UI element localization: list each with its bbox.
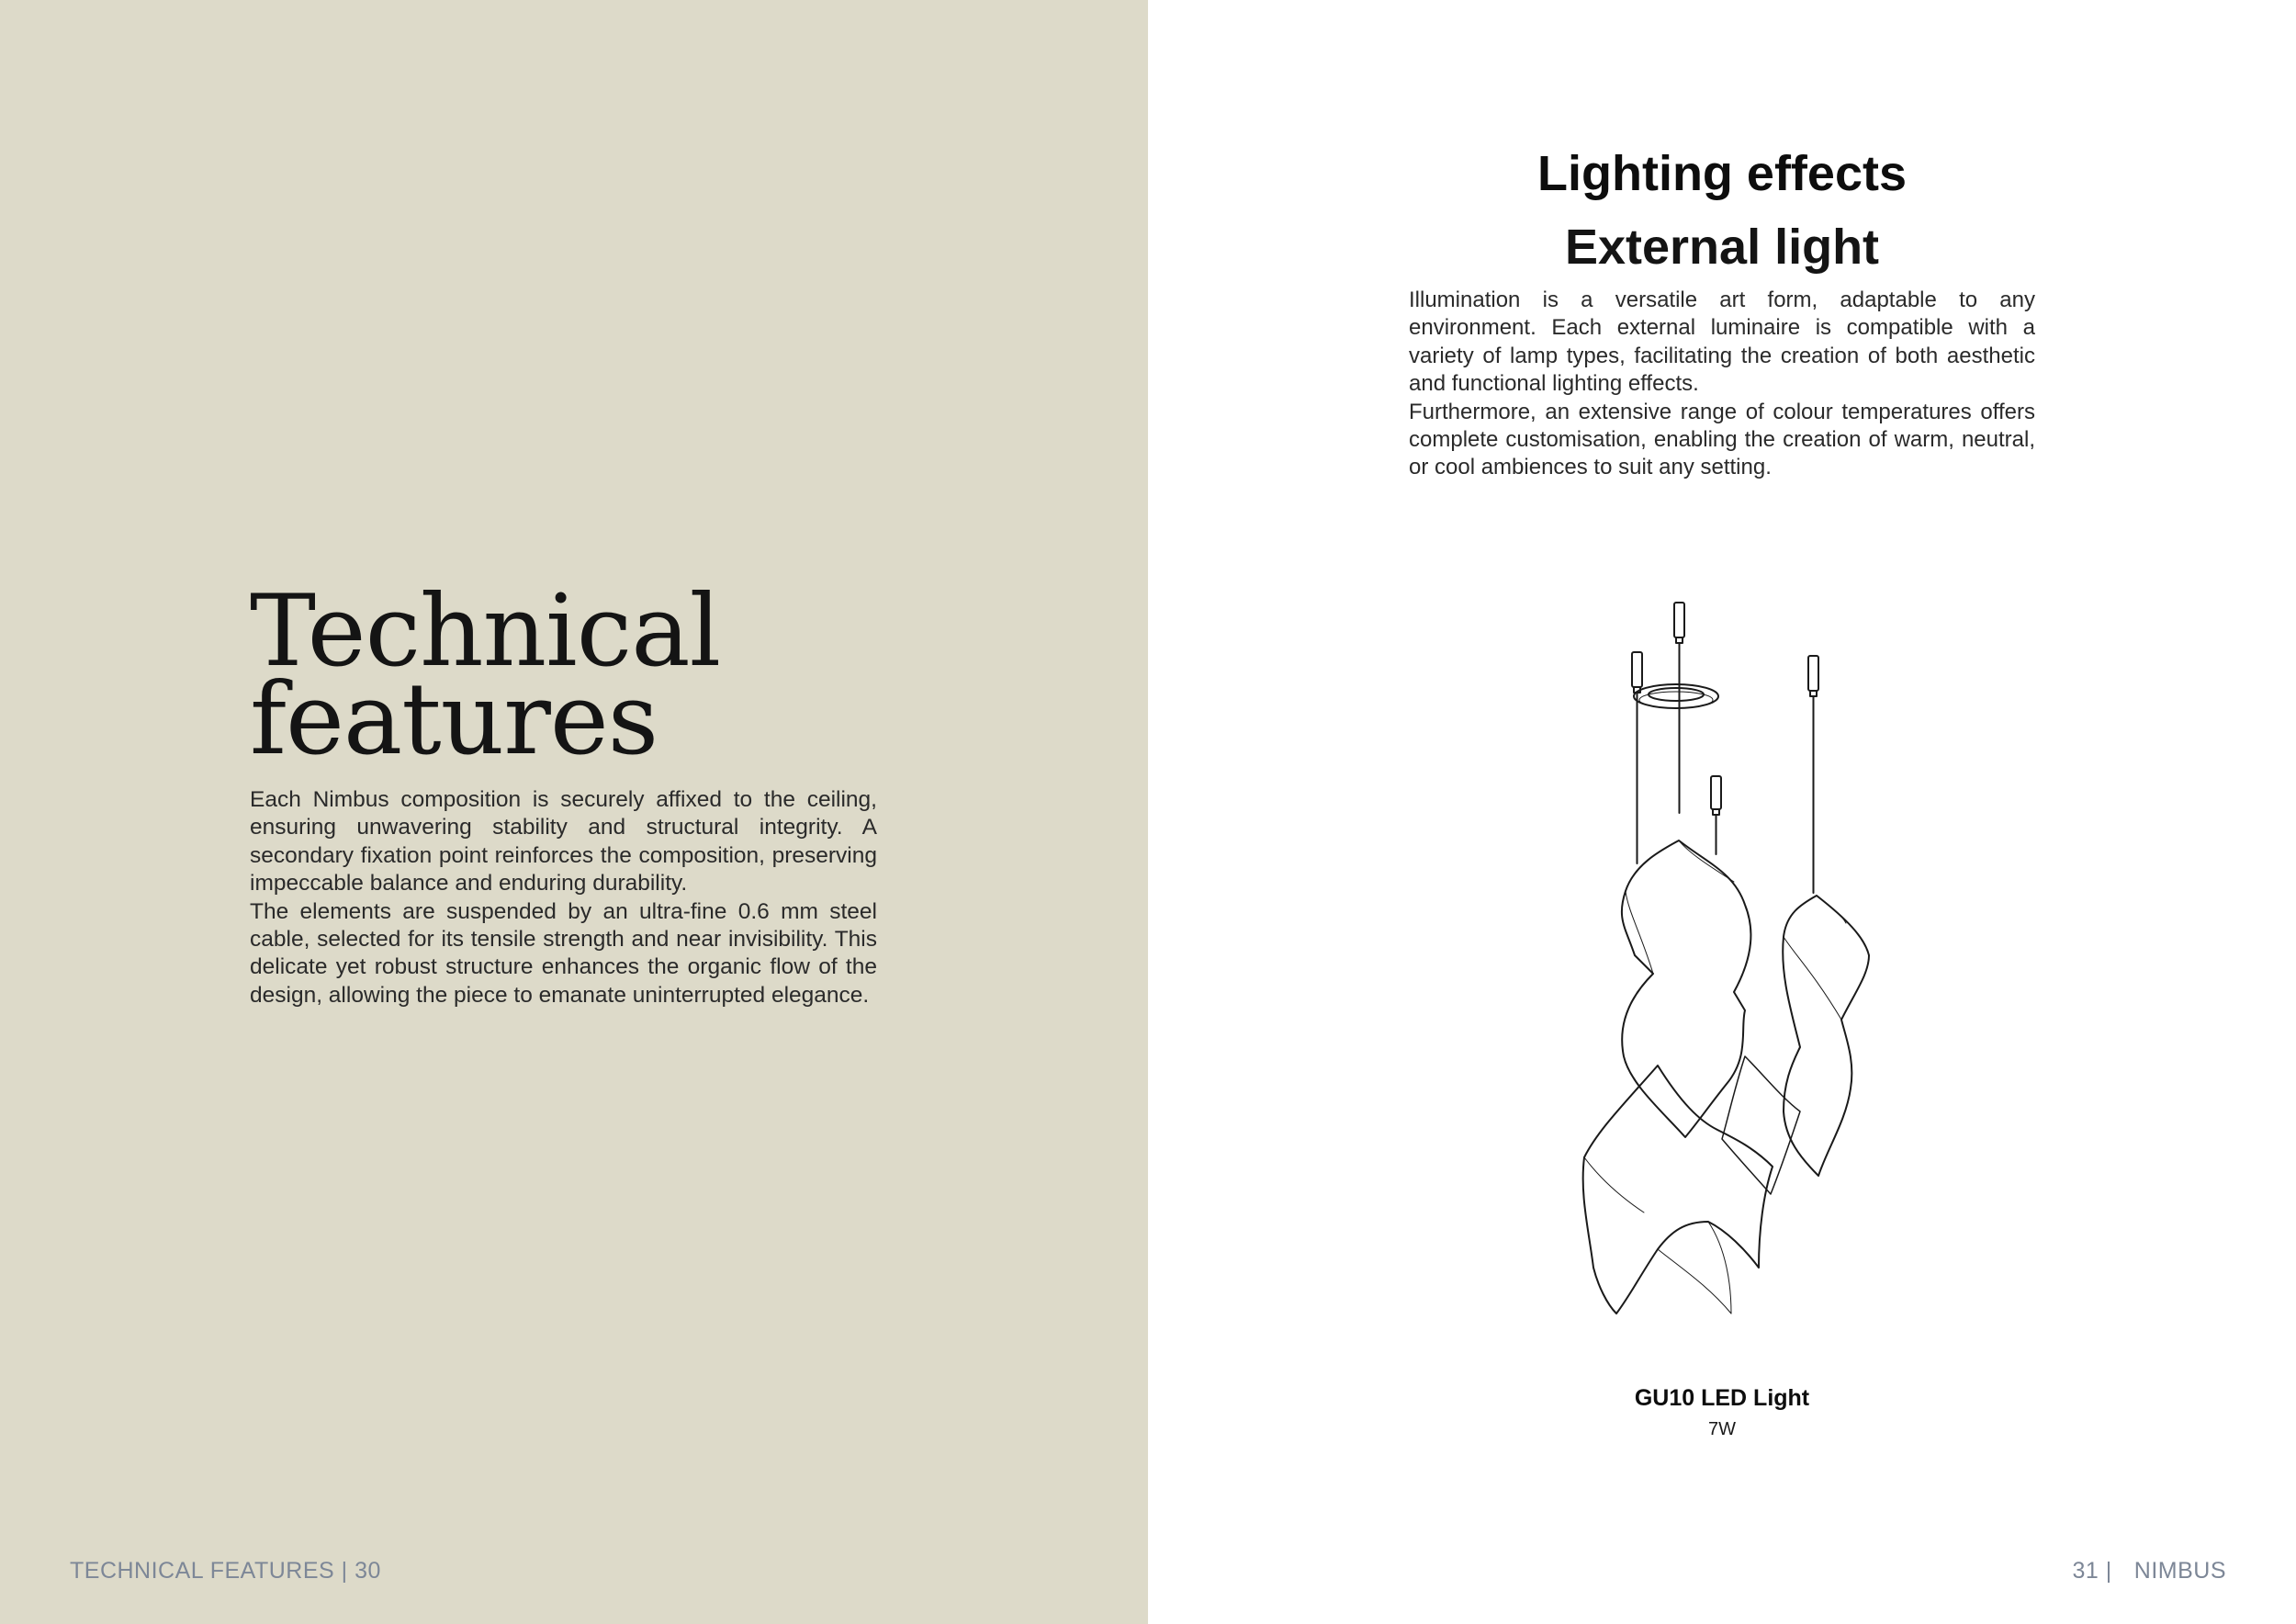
fixture-4 xyxy=(1711,776,1721,854)
body-paragraph: The elements are suspended by an ultra-fine 0.6 mm steel cable, selected for its tensile strength and near invisibility. This delicate yet robust structure enhances the organic flow of the design, allowing the piece to emanate uninterrupted elegance. xyxy=(250,898,877,1008)
title-line-2: features xyxy=(250,662,658,777)
fixture-3 xyxy=(1808,656,1818,893)
external-light-subheading: External light xyxy=(1564,220,1880,275)
ribbon-left-upper xyxy=(1622,840,1751,1137)
title-line-1: Technical xyxy=(250,574,721,689)
technical-features-body xyxy=(250,786,877,1009)
body-paragraph: Furthermore, an extensive range of colour temperatures offers complete customisation, enabling the creation of warm, neutral, or cool ambiences to suit any setting. xyxy=(1409,399,2035,480)
lighting-effects-body xyxy=(1409,287,2035,482)
lamp-name: GU10 LED Light xyxy=(1634,1385,1810,1411)
lighting-effects-heading: Lighting effects xyxy=(1537,146,1907,201)
body-paragraph: Illumination is a versatile art form, adaptable to any environment. Each external luminaire is compatible with a variety of lamp types, facilitating the creation of both aesthetic and functional lighting effects. xyxy=(1409,288,2035,397)
technical-features-title xyxy=(250,574,893,777)
brand-name: NIMBUS xyxy=(2133,1558,2226,1584)
page-number: 31 | xyxy=(2072,1558,2112,1584)
right-page-footer xyxy=(2073,1558,2226,1585)
lamp-power: 7W xyxy=(1708,1419,1736,1439)
body-paragraph: Each Nimbus composition is securely affixed to the ceiling, ensuring unwavering stability and structural integrity. A secondary fixation point reinforces the composition, preserving impeccable balance and enduring durability. xyxy=(250,787,877,897)
left-page-footer: TECHNICAL FEATURES | 30 xyxy=(70,1558,381,1584)
fixture-1 xyxy=(1632,652,1642,863)
ribbon-right xyxy=(1783,896,1869,1176)
ribbon-left-lower xyxy=(1583,1066,1773,1314)
pendant-lamp-drawing xyxy=(1525,588,1901,1323)
